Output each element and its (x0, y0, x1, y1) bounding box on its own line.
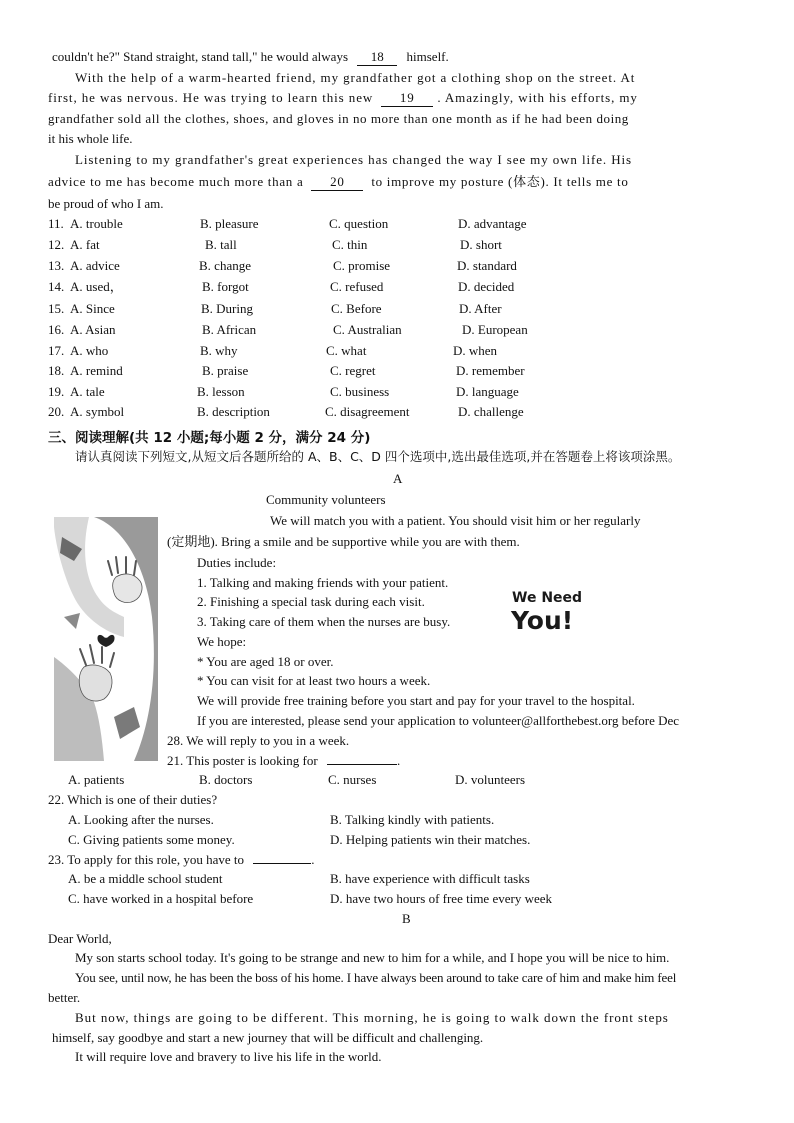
training-note: We will provide free training before you start and pay for your travel to the hospital. (197, 693, 635, 708)
option-a[interactable]: A. used， (70, 279, 123, 294)
option-d[interactable]: D. European (462, 322, 528, 337)
we-need-you-graphic (505, 585, 605, 635)
hope-2: * You can visit for at least two hours a week. (197, 673, 431, 688)
passage-b-p1: My son starts school today. It's going to be strange and new to him for a while, and I hope you will be nice to him. (75, 950, 670, 965)
option-b[interactable]: B. why (200, 343, 238, 358)
cloze-line-1 (52, 49, 449, 66)
cloze-line-3 (48, 90, 638, 107)
question-number: 19. (48, 384, 65, 399)
option-c[interactable]: C. business (330, 384, 390, 399)
option-b[interactable]: B. description (197, 404, 270, 419)
question-22: 22. Which is one of their duties? (48, 792, 218, 807)
option-a[interactable]: A. fat (70, 237, 100, 252)
cloze-line-4: grandfather sold all the clothes, shoes, and gloves in no more than one month as if he had been doing (48, 111, 629, 126)
option-d[interactable]: D. language (456, 384, 519, 399)
option-d[interactable]: D. short (460, 237, 502, 252)
section-instruction: 请认真阅读下列短文,从短文后各题所给的 A、B、C、D 四个选项中,选出最佳选项,并在答题卷上将该项涂黑。 (75, 449, 681, 464)
apply-line-2: 28. We will reply to you in a week. (167, 733, 350, 748)
cloze-text: . Amazingly, with his efforts, my (437, 90, 638, 105)
helping-hands-illustration (54, 517, 158, 761)
option-c[interactable]: C. regret (330, 363, 376, 378)
option-a[interactable]: A. advice (70, 258, 120, 273)
option-b[interactable]: B. forgot (202, 279, 249, 294)
option-a[interactable]: A. trouble (70, 216, 123, 231)
question-stem: 23. To apply for this role, you have to (48, 852, 244, 867)
question-number: 13. (48, 258, 65, 273)
option-b[interactable]: B. change (199, 258, 251, 273)
passage-b-p3-l1: But now, things are going to be different. This morning, he is going to walk down the front steps (75, 1010, 669, 1025)
q23-option-c[interactable]: C. have worked in a hospital before (68, 891, 254, 906)
option-b[interactable]: B. lesson (197, 384, 245, 399)
cloze-text: to improve my posture (体态). It tells me to (371, 174, 629, 189)
cloze-text: first, he was nervous. He was trying to learn this new (48, 90, 374, 105)
cloze-line-7 (48, 174, 629, 191)
passage-a-intro-1: We will match you with a patient. You should visit him or her regularly (270, 513, 641, 528)
duty-3: 3. Taking care of them when the nurses are busy. (197, 614, 451, 629)
question-number: 15. (48, 301, 65, 316)
option-d[interactable]: D. decided (458, 279, 515, 294)
cloze-line-8: be proud of who I am. (48, 196, 164, 211)
option-c[interactable]: C. promise (333, 258, 391, 273)
question-number: 20. (48, 404, 65, 419)
poster-line-1: We Need (512, 590, 583, 606)
option-d[interactable]: D. when (453, 343, 498, 358)
hope-1: * You are aged 18 or over. (197, 654, 334, 669)
passage-b-p3-l2: himself, say goodbye and start a new journey that will be difficult and challenging. (52, 1030, 484, 1045)
q21-option-a[interactable]: A. patients (68, 772, 125, 787)
option-d[interactable]: D. challenge (458, 404, 524, 419)
q23-option-d[interactable]: D. have two hours of free time every week (330, 891, 552, 906)
question-21: 21. This poster is looking for . (167, 753, 401, 768)
option-c[interactable]: C. question (329, 216, 389, 231)
option-b[interactable]: B. tall (205, 237, 237, 252)
cloze-text: advice to me has become much more than a (48, 174, 304, 189)
q22-option-d[interactable]: D. Helping patients win their matches. (330, 832, 531, 847)
passage-a-title: Community volunteers (266, 492, 386, 507)
q21-option-c[interactable]: C. nurses (328, 772, 377, 787)
question-number: 11. (48, 216, 64, 231)
cloze-line-6: Listening to my grandfather's great experiences has changed the way I see my own life. His (75, 152, 632, 167)
option-d[interactable]: D. remember (456, 363, 525, 378)
question-number: 12. (48, 237, 65, 252)
duty-2: 2. Finishing a special task during each visit. (197, 594, 425, 609)
option-a[interactable]: A. remind (70, 363, 123, 378)
cloze-text: himself. (406, 49, 449, 64)
q21-option-d[interactable]: D. volunteers (455, 772, 526, 787)
passage-b-p2-l2: better. (48, 990, 81, 1005)
option-c[interactable]: C. Before (331, 301, 382, 316)
question-number: 16. (48, 322, 65, 337)
apply-line-1: If you are interested, please send your application to volunteer@allforthebest.org before Dec (197, 713, 680, 728)
option-c[interactable]: C. what (326, 343, 367, 358)
question-stem: 21. This poster is looking for (167, 753, 318, 768)
q22-option-c[interactable]: C. Giving patients some money. (68, 832, 235, 847)
option-c[interactable]: C. disagreement (325, 404, 410, 419)
option-b[interactable]: B. During (201, 301, 253, 316)
option-a[interactable]: A. Asian (70, 322, 116, 337)
q21-option-b[interactable]: B. doctors (199, 772, 253, 787)
duty-1: 1. Talking and making friends with your patient. (197, 575, 449, 590)
option-b[interactable]: B. African (202, 322, 257, 337)
q23-option-a[interactable]: A. be a middle school student (68, 871, 223, 886)
passage-a-label: A (393, 471, 403, 486)
cloze-line-5: it his whole life. (48, 131, 133, 146)
q22-option-b[interactable]: B. Talking kindly with patients. (330, 812, 495, 827)
option-d[interactable]: D. standard (457, 258, 517, 273)
option-d[interactable]: D. After (459, 301, 502, 316)
passage-a-intro-2: (定期地). Bring a smile and be supportive while you are with them. (167, 534, 520, 549)
option-c[interactable]: C. refused (330, 279, 384, 294)
question-number: 14. (48, 279, 65, 294)
option-b[interactable]: B. praise (202, 363, 249, 378)
q23-option-b[interactable]: B. have experience with difficult tasks (330, 871, 530, 886)
blank-20: 20 (311, 174, 363, 191)
question-number: 18. (48, 363, 65, 378)
q22-option-a[interactable]: A. Looking after the nurses. (68, 812, 214, 827)
option-c[interactable]: C. thin (332, 237, 368, 252)
option-a[interactable]: A. who (70, 343, 109, 358)
answer-blank (327, 764, 397, 765)
poster-line-2: You! (511, 606, 574, 635)
passage-b-p2-l1: You see, until now, he has been the boss of his home. I have always been around to take care of him and make him feel (75, 970, 677, 985)
passage-b-p4: It will require love and bravery to live his life in the world. (75, 1049, 382, 1064)
option-a[interactable]: A. tale (70, 384, 105, 399)
duties-heading: Duties include: (197, 555, 277, 570)
option-a[interactable]: A. Since (70, 301, 115, 316)
cloze-text: couldn't he?" Stand straight, stand tall," he would always (52, 49, 349, 64)
question-23: 23. To apply for this role, you have to . (48, 852, 315, 867)
option-a[interactable]: A. symbol (70, 404, 125, 419)
blank-18: 18 (357, 49, 397, 66)
blank-19: 19 (381, 90, 433, 107)
salutation: Dear World, (48, 931, 112, 946)
question-number: 17. (48, 343, 65, 358)
option-b[interactable]: B. pleasure (200, 216, 259, 231)
answer-blank (253, 863, 311, 864)
cloze-line-2: With the help of a warm-hearted friend, my grandfather got a clothing shop on the street. At (75, 70, 636, 85)
section-heading: 三、阅读理解(共 12 小题;每小题 2 分，满分 24 分) (48, 430, 371, 446)
option-c[interactable]: C. Australian (333, 322, 402, 337)
hope-heading: We hope: (197, 634, 247, 649)
passage-b-label: B (402, 911, 411, 926)
option-d[interactable]: D. advantage (458, 216, 527, 231)
